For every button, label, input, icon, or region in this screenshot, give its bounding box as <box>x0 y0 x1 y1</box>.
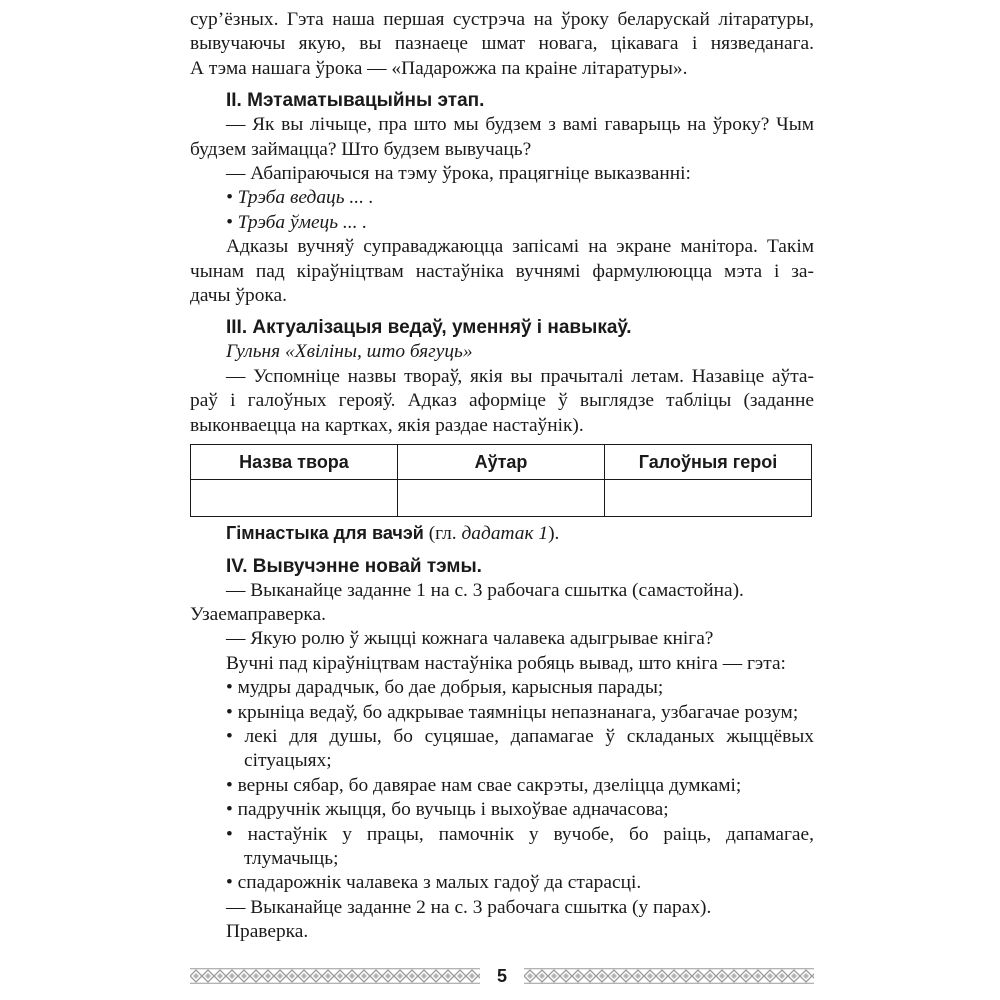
works-table <box>190 444 812 517</box>
question-line: будзем займацца? Што будзем вывучаць? <box>190 138 532 160</box>
intro-line: сур’ёзных. Гэта наша першая сустрэча на ўроку беларускай літаратуры, <box>190 9 814 30</box>
table-header-cell: Галоўныя героі <box>605 445 812 480</box>
list-item: • мудры дарадчык, бо дае добрыя, карысныя парады; <box>226 677 664 699</box>
page-content <box>190 8 814 945</box>
intro-line: А тэма нашага ўрока — «Падарожжа па краіне літаратуры». <box>190 57 688 79</box>
stage4-line: — Якую ролю ў жыцці кожнага чалавека адыгрывае кніга? <box>226 628 714 650</box>
list-item: • крыніца ведаў, бо адкрывае таямніцы непазнанага, узбагачае розум; <box>226 701 799 723</box>
intro-line: вывучаючы якую, вы пазнаеце шмат новага, цікавага і нязведанага. <box>190 33 814 55</box>
closing-line: Праверка. <box>226 921 309 943</box>
task-line: раў і галоўных герояў. Адказ аформіце ў выглядзе табліцы (заданне <box>190 390 814 412</box>
table-header-cell: Аўтар <box>398 445 605 480</box>
table-header-row <box>191 445 812 480</box>
closing-line: — Выканайце заданне 2 на с. 3 рабочага сшытка (у парах). <box>226 896 712 918</box>
bullet-item: • Трэба ўмець ... . <box>226 211 368 233</box>
list-item: • настаўнік у працы, памочнік у вучобе, бо раіць, дапамагае, тлумачыць; <box>226 823 814 869</box>
book-role-list <box>226 676 814 896</box>
list-item: • лекі для душы, бо суцяшае, дапамагае ў складаных жыццёвых сітуацыях; <box>226 725 814 772</box>
section-heading-stage2: ІІ. Мэтаматывацыйны этап. <box>226 90 485 112</box>
page-number: 5 <box>496 965 507 986</box>
list-item: • спадарожнік чалавека з малых гадоў да старасці. <box>226 872 642 894</box>
game-title: Гульня «Хвіліны, што бягуць» <box>226 341 473 363</box>
gym-open: (гл. <box>423 523 462 545</box>
list-item: • верны сябар, бо давярае нам свае сакрэты, дзеліцца думкамі; <box>226 774 742 796</box>
list-item: • падручнік жыцця, бо вучыць і выхоўвае адначасова; <box>226 799 669 821</box>
stage4-line: — Выканайце заданне 1 на с. 3 рабочага сшытка (самастойна). <box>226 579 744 601</box>
table-cell <box>605 480 812 517</box>
ornament-band-right <box>524 968 814 984</box>
task-line: — Успомніце назвы твораў, якія вы прачыталі летам. Назавіце аўта- <box>226 365 814 387</box>
answer-line: Адказы вучняў суправаджаюцца запісамі на экране манітора. Такім <box>226 236 814 258</box>
table-cell <box>191 480 398 517</box>
table-header-cell: Назва твора <box>191 445 398 480</box>
gym-close: ). <box>548 523 560 545</box>
question-line: — Як вы лічыце, пра што мы будзем з вамі гаварыць на ўроку? Чым <box>226 114 814 136</box>
stage4-line: Узаемаправерка. <box>190 603 326 625</box>
task-line: выконваецца на картках, якія раздае настаўнік). <box>190 414 584 436</box>
eye-gymnastics-line <box>190 521 814 546</box>
gym-bold-text: Гімнастыка для вачэй <box>226 523 424 544</box>
page-footer <box>190 966 814 986</box>
table-cell <box>398 480 605 517</box>
section-heading-stage3: ІІІ. Актуалізацыя ведаў, уменняў і навыкаў. <box>226 317 632 339</box>
bullet-item: • Трэба ведаць ... . <box>226 187 374 209</box>
table-row <box>191 480 812 517</box>
task-line: — Абапіраючыся на тэму ўрока, працягніце выказванні: <box>226 163 691 185</box>
ornament-band-left <box>190 968 480 984</box>
answer-line: чынам пад кіраўніцтвам настаўніка вучнямі фармулююцца мэта і за- <box>190 260 814 282</box>
appendix-reference: дадатак 1 <box>461 523 549 545</box>
section-heading-stage4: IV. Вывучэнне новай тэмы. <box>226 555 482 577</box>
stage4-line: Вучні пад кіраўніцтвам настаўніка робяць вывад, што кніга — гэта: <box>226 652 786 674</box>
answer-line: дачы ўрока. <box>190 285 287 307</box>
